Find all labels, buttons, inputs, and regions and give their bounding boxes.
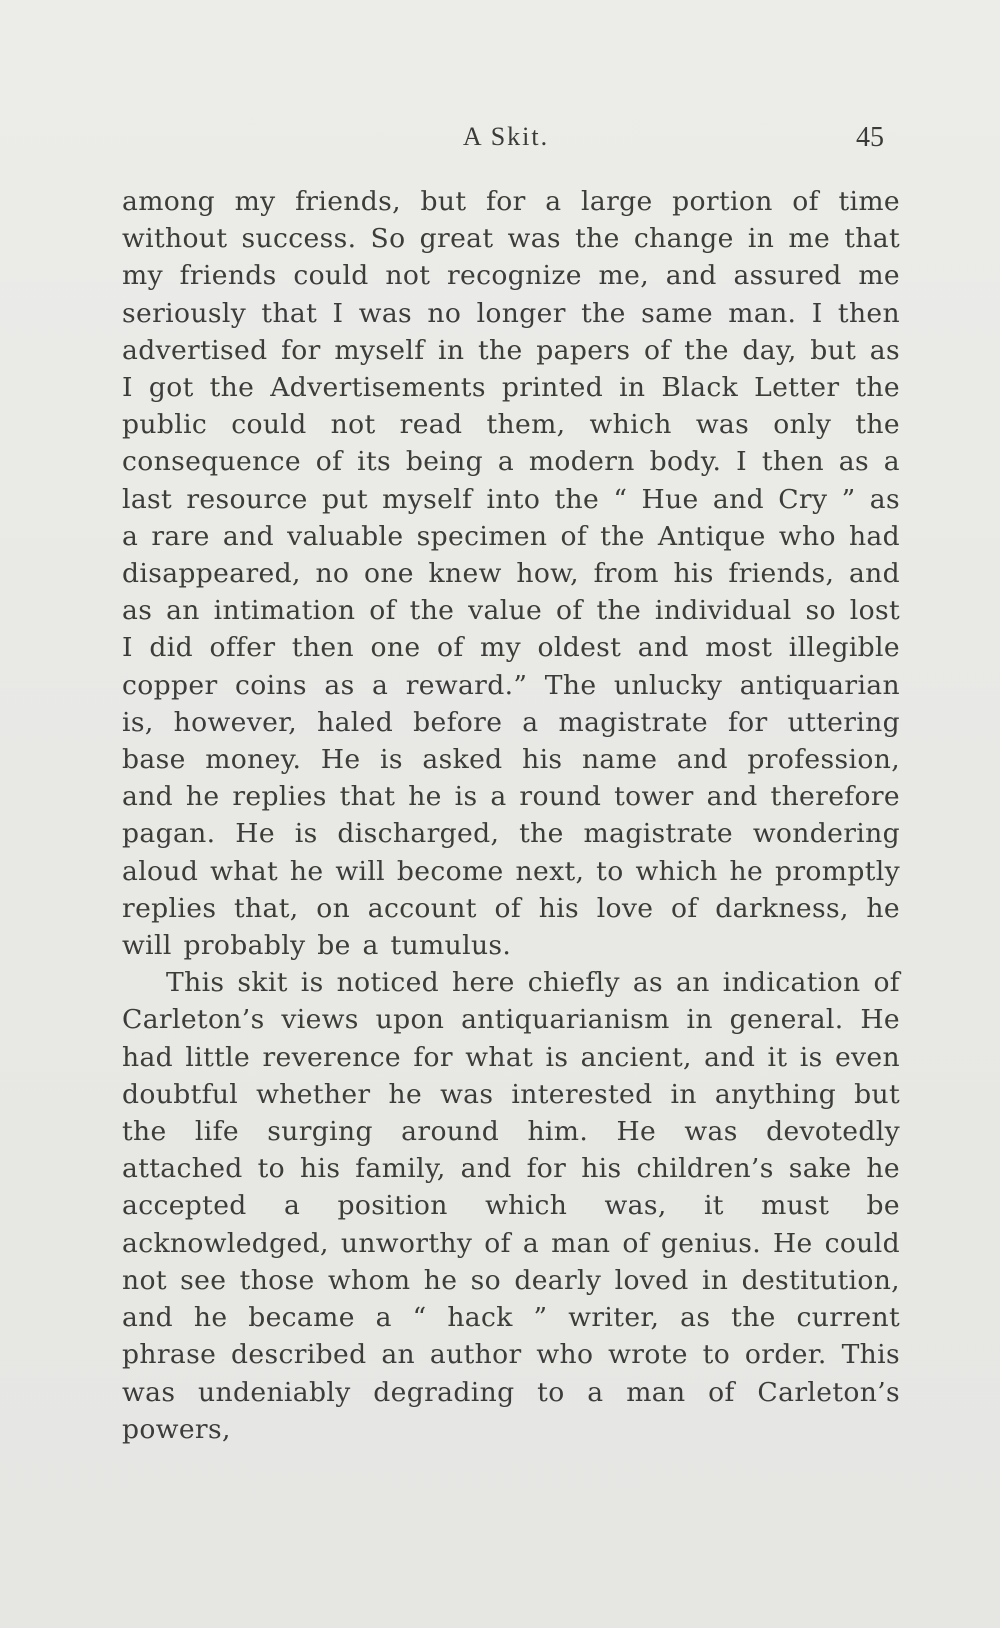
body-text: [122, 183, 900, 1448]
running-title: A Skit.: [462, 122, 550, 151]
paragraph: This skit is noticed here chiefly as an indication of Carleton’s views upon antiquarianism in general. He had little reverence for what is ancient, and it is even doubtful whether he was interested in anything but the life surging around him. He was devotedly attached to his family, and for his children’s sake he accepted a position which was, it must be acknowledged, unworthy of a man of genius. He could not see those whom he so dearly loved in destitution, and he became a “ hack ” writer, as the current phrase described an author who wrote to order. This was undeniably degrading to a man of Carleton’s powers,: [122, 967, 900, 1445]
paragraph-continued: among my friends, but for a large portion of time without success. So great was the change in me that my friends could not recognize me, and assured me seriously that I was no longer the same man. I then advertised for myself in the papers of the day, but as I got the Advertisements printed in Black Letter the public could not read them, which was only the consequence of its being a modern body. I then as a last resource put myself into the “ Hue and Cry ” as a rare and valuable specimen of the Antique who had disappeared, no one knew how, from his friends, and as an intimation of the value of the individual so lost I did offer then one of my oldest and most illegible copper coins as a reward.” The unlucky antiquarian is, however, haled before a magistrate for uttering base money. He is asked his name and profession, and he replies that he is a round tower and therefore pagan. He is discharged, the magistrate wondering aloud what he will become next, to which he promptly replies that, on account of his love of darkness, he will probably be a tumulus.: [122, 186, 900, 962]
running-head: [122, 122, 890, 162]
page-number: 45: [856, 122, 884, 153]
